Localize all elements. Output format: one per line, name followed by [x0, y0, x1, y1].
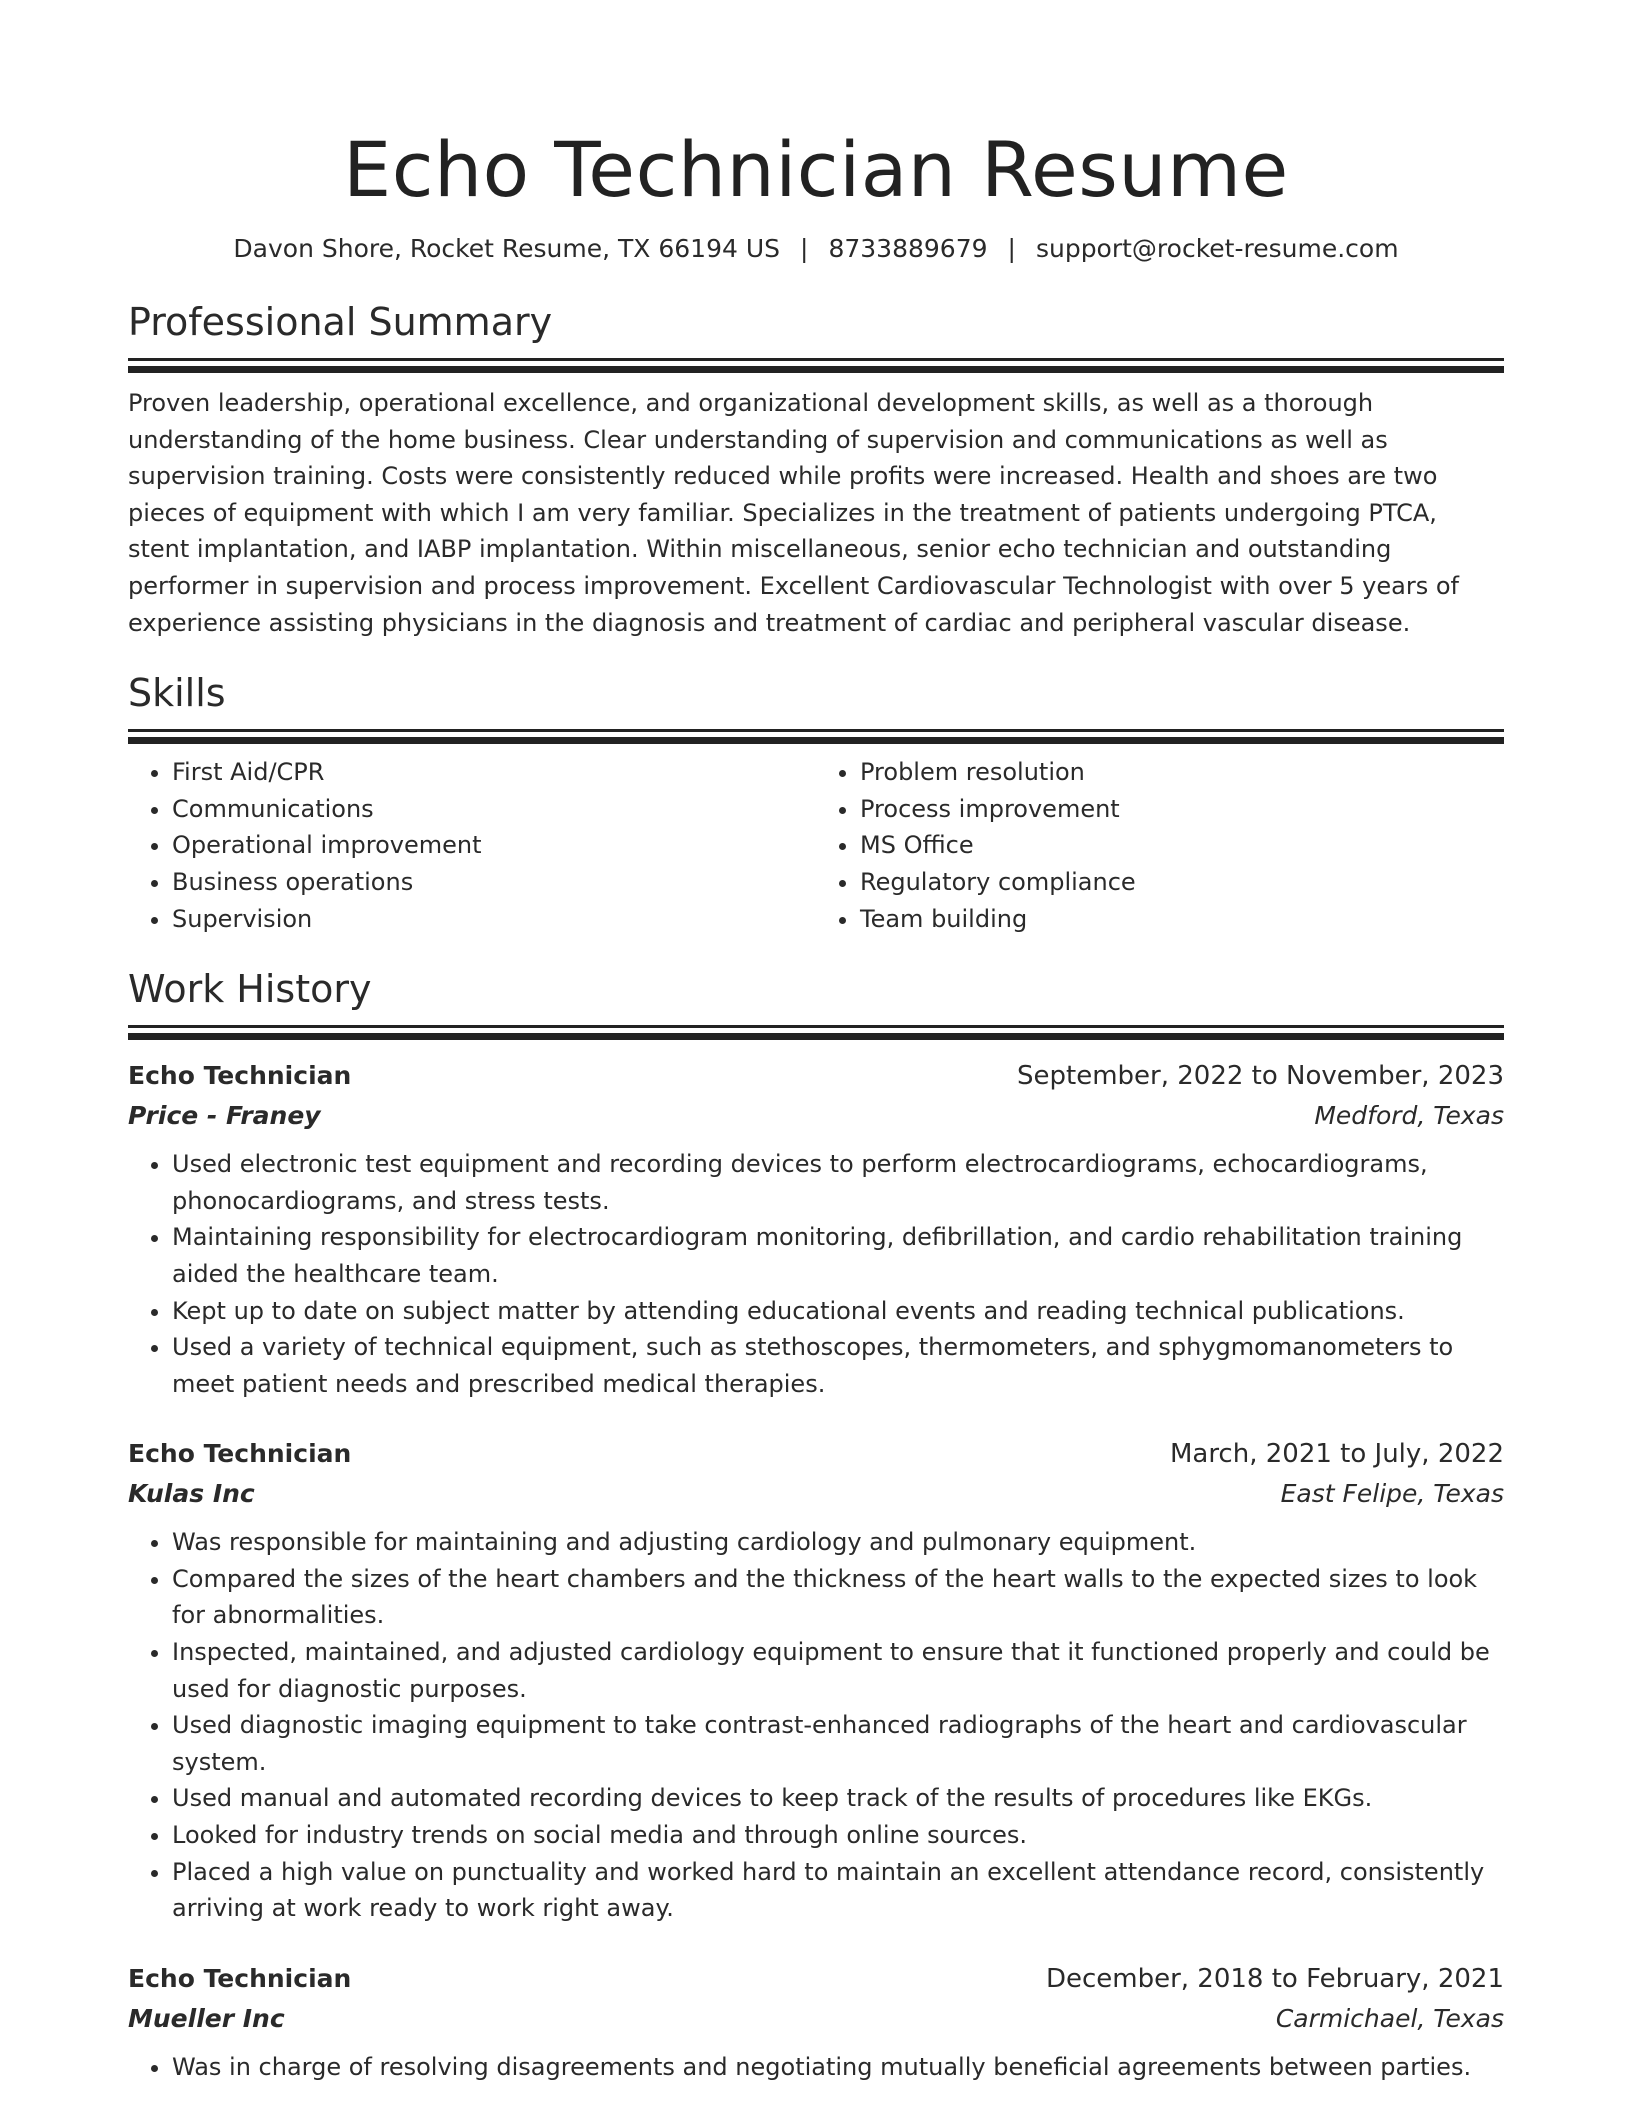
contact-line [128, 232, 1504, 266]
job-bullets [128, 1146, 1504, 1402]
contact-separator: | [800, 234, 809, 263]
job-bullet: • Kept up to date on subject matter by attending educational events and reading technical publications. [172, 1293, 1504, 1330]
job-header [128, 1434, 1504, 1474]
job-entry [128, 1056, 1504, 1402]
job-bullet: • Used electronic test equipment and recording devices to perform electrocardiograms, echocardiograms, phonocardiograms, and stress tests. [172, 1146, 1504, 1219]
skill-item: • First Aid/CPR [172, 754, 816, 791]
job-bullet: • Inspected, maintained, and adjusted cardiology equipment to ensure that it functioned properly and could be used for diagnostic purposes. [172, 1634, 1504, 1707]
section-divider-thick [128, 366, 1504, 373]
section-divider [128, 358, 1504, 361]
job-bullet: • Maintaining responsibility for electrocardiogram monitoring, defibrillation, and cardio rehabilitation training aided the healthcare team. [172, 1219, 1504, 1292]
job-bullet: • Was in charge of resolving disagreements and negotiating mutually beneficial agreements between parties. [172, 2049, 1504, 2086]
job-bullet: • Used manual and automated recording devices to keep track of the results of procedures like EKGs. [172, 1780, 1504, 1817]
skill-item: • Business operations [172, 864, 816, 901]
work-history-section [128, 965, 1504, 2085]
job-header [128, 1959, 1504, 1999]
summary-text: Proven leadership, operational excellence, and organizational development skills, as well as a thorough understanding of the home business. Clear understanding of supervision and communications as well as supervision training. Costs were consistently reduced while profits were increased. Health and shoes are two pieces of equipment with which I am very familiar. Specializes in the treatment of patients undergoing PTCA, stent implantation, and IABP implantation. Within miscellaneous, senior echo technician and outstanding performer in supervision and process improvement. Excellent Cardiovascular Technologist with over 5 years of experience assisting physicians in the diagnosis and treatment of cardiac and peripheral vascular disease. [128, 389, 1459, 637]
skills-list-left [128, 754, 816, 937]
job-dates: September, 2022 to November, 2023 [1017, 1061, 1504, 1092]
section-divider [128, 729, 1504, 732]
job-company: Price - Franey [128, 1101, 321, 1131]
job-entry [128, 1434, 1504, 1927]
section-divider-thick [128, 737, 1504, 744]
contact-separator: | [1007, 234, 1016, 263]
section-divider [128, 1025, 1504, 1028]
skills-section [128, 669, 1504, 937]
job-location: Carmichael, Texas [1275, 2003, 1504, 2033]
job-title: Echo Technician [128, 1963, 352, 1993]
job-subheader [128, 1474, 1504, 1514]
job-header [128, 1056, 1504, 1096]
skill-item: • Regulatory compliance [860, 864, 1504, 901]
work-history-heading: Work History [128, 967, 372, 1012]
job-title: Echo Technician [128, 1439, 352, 1469]
job-subheader [128, 1999, 1504, 2039]
summary-section [128, 298, 1504, 641]
job-entry [128, 1959, 1504, 2086]
job-bullet: • Placed a high value on punctuality and worked hard to maintain an excellent attendance record, consistently arriving at work ready to work right away. [172, 1854, 1504, 1927]
section-divider-thick [128, 1033, 1504, 1040]
skill-item: • Team building [860, 901, 1504, 938]
job-location: Medford, Texas [1314, 1101, 1504, 1131]
job-bullets [128, 2049, 1504, 2086]
skills-heading: Skills [128, 671, 226, 716]
summary-heading: Professional Summary [128, 300, 553, 344]
job-bullet: • Used a variety of technical equipment, such as stethoscopes, thermometers, and sphygmomanometers to meet patient needs and prescribed medical therapies. [172, 1329, 1504, 1402]
contact-address: Davon Shore, Rocket Resume, TX 66194 US [233, 234, 781, 263]
job-dates: December, 2018 to February, 2021 [1045, 1963, 1504, 1994]
job-company: Mueller Inc [128, 2003, 285, 2033]
skills-list-right [816, 754, 1504, 937]
skill-item: • MS Office [860, 827, 1504, 864]
job-bullet: • Compared the sizes of the heart chambers and the thickness of the heart walls to the expected sizes to look for abnormalities. [172, 1561, 1504, 1634]
skill-item: • Process improvement [860, 791, 1504, 828]
contact-phone: 8733889679 [828, 234, 988, 263]
job-bullet: • Looked for industry trends on social media and through online sources. [172, 1817, 1504, 1854]
job-company: Kulas Inc [128, 1479, 255, 1509]
contact-email: support@rocket-resume.com [1035, 234, 1399, 263]
job-subheader [128, 1096, 1504, 1136]
job-bullet: • Used diagnostic imaging equipment to take contrast-enhanced radiographs of the heart and cardiovascular system. [172, 1707, 1504, 1780]
skill-item: • Operational improvement [172, 827, 816, 864]
job-bullet: • Was responsible for maintaining and adjusting cardiology and pulmonary equipment. [172, 1524, 1504, 1561]
skills-columns [128, 754, 1504, 937]
skill-item: • Communications [172, 791, 816, 828]
job-title: Echo Technician [128, 1061, 352, 1091]
job-dates: March, 2021 to July, 2022 [1169, 1439, 1504, 1470]
job-bullets [128, 1524, 1504, 1927]
resume-title: Echo Technician Resume [343, 125, 1289, 214]
skill-item: • Problem resolution [860, 754, 1504, 791]
job-location: East Felipe, Texas [1280, 1479, 1504, 1509]
skill-item: • Supervision [172, 901, 816, 938]
